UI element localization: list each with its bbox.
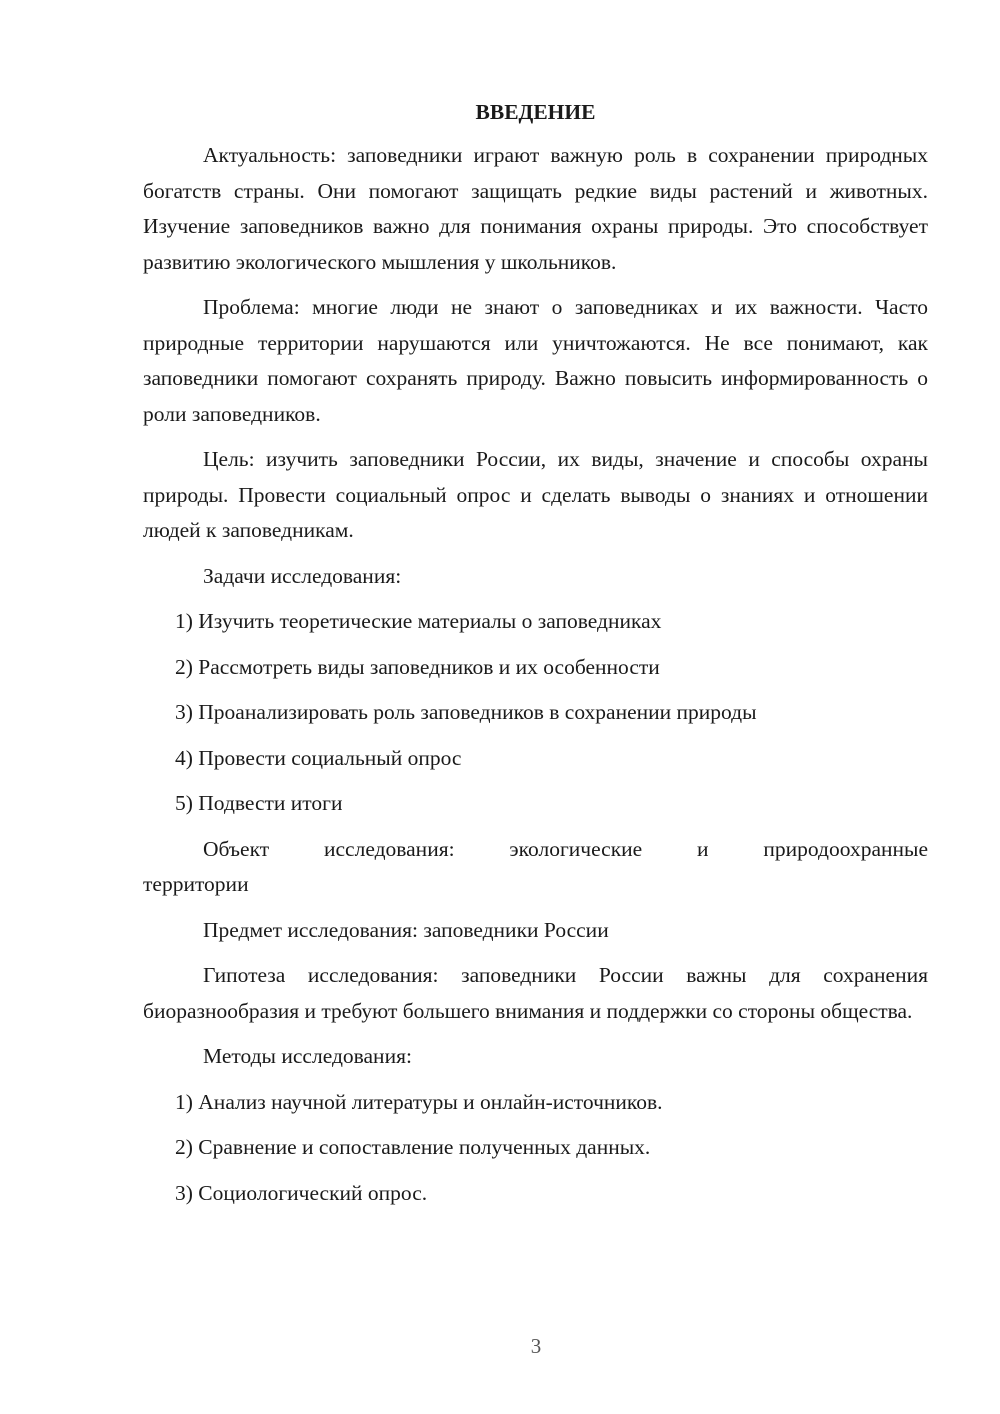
list-item: 3) Социологический опрос. [175,1180,428,1205]
paragraph-goal: Цель: изучить заповедники России, их виды, значение и способы охраны природы. Провести социальный опрос и сделать выводы о знаниях и отношении людей к заповедникам. [143,447,928,542]
methods-heading: Методы исследования: [203,1044,412,1068]
list-item: 3) Проанализировать роль заповедников в сохранении природы [175,700,757,724]
list-item: 2) Сравнение и сопоставление полученных данных. [175,1135,651,1159]
list-item: 2) Рассмотреть виды заповедников и их особенности [175,654,660,679]
tasks-heading: Задачи исследования: [203,563,402,588]
paragraph-problem: Проблема: многие люди не знают о заповедниках и их важности. Часто природные территории нарушаются или уничтожаются. Не все понимают, как заповедники помогают сохранять природу. Важно повысить информированность о роли заповедников. [143,295,928,426]
paragraph-actuality: Актуальность: заповедники играют важную роль в сохранении природных богатств страны. Они помогают защищать редкие виды растений и животных. Изучение заповедников важно для понимания охраны природы. Это способствует развитию экологического мышления у школьников. [143,143,928,274]
list-item: 1) Анализ научной литературы и онлайн-источников. [175,1089,663,1114]
page-content [143,96,928,1221]
page-number: 3 [530,1334,542,1358]
paragraph-hypothesis: Гипотеза исследования: заповедники России важны для сохранения биоразнообразия и требуют большего внимания и поддержки со стороны общества. [143,963,928,1023]
list-item: 1) Изучить теоретические материалы о заповедниках [175,609,662,633]
list-item: 4) Провести социальный опрос [175,745,462,770]
list-item: 5) Подвести итоги [175,791,343,815]
paragraph-subject: Предмет исследования: заповедники России [203,917,609,942]
tasks-list [143,604,928,822]
paragraph-object [143,832,928,903]
object-line-1: Объект исследования: экологические и природоохранные [203,836,928,861]
object-line-2: территории [143,872,249,896]
page-title: ВВЕДЕНИЕ [475,100,596,124]
methods-list [143,1085,928,1212]
